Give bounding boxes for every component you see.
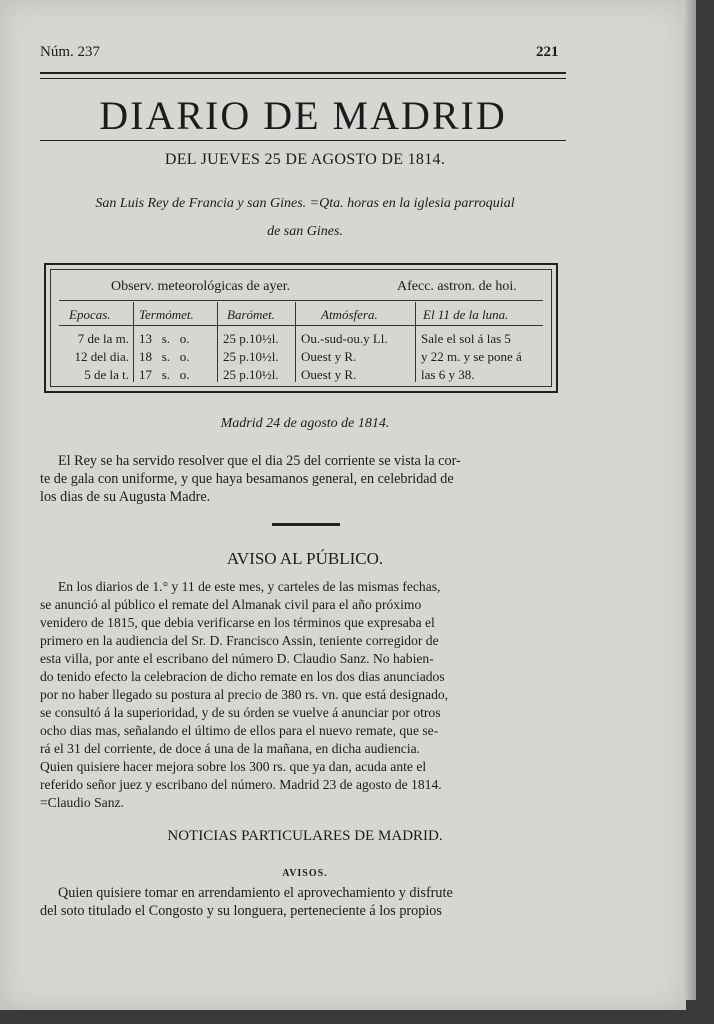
table-cell-barometro: 25 p.10½l. <box>223 349 279 364</box>
table-cell-termometro: 17 s. o. <box>139 367 190 382</box>
text-line: ocho dias mas, señalando el último de ellos para el nuevo remate, que se- <box>40 723 439 738</box>
text-line: los dias de su Augusta Madre. <box>40 489 211 505</box>
top-rule-thin <box>40 78 566 79</box>
article-royal-decree <box>40 452 568 506</box>
weather-table-inner <box>50 269 552 387</box>
weather-table <box>44 263 558 393</box>
text-line: do tenido efecto la celebracion de dicho remate en los dos dias anunciados <box>40 669 445 684</box>
column-divider <box>133 302 134 382</box>
table-cell-epoca: 12 del dia. <box>74 349 129 364</box>
weather-title: Observ. meteorológicas de ayer. <box>111 279 291 294</box>
text-line: =Claudio Sanz. <box>40 795 124 810</box>
column-divider <box>415 302 416 382</box>
text-line: Quien quisiere tomar en arrendamiento el aprovechamiento y disfrute <box>58 885 453 901</box>
column-divider <box>295 302 296 382</box>
table-cell-barometro: 25 p.10½l. <box>223 367 279 382</box>
col-header-barometro: Barómet. <box>227 307 276 322</box>
text-line: En los diarios de 1.° y 11 de este mes, y carteles de las mismas fechas, <box>58 579 441 594</box>
issue-number: Núm. 237 <box>40 44 100 60</box>
avisos-subtitle: AVISOS. <box>282 868 328 879</box>
col-header-epocas: Epocas. <box>69 307 111 322</box>
text-line: El Rey se ha servido resolver que el dia 25 del corriente se vista la cor- <box>58 453 461 469</box>
text-line: te de gala con uniforme, y que haya besamanos general, en celebridad de <box>40 471 454 487</box>
col-header-luna: El 11 de la luna. <box>423 307 509 322</box>
text-line: por no haber llegado su postura al precio de 380 rs. vn. que está designado, <box>40 687 449 702</box>
astro-line: las 6 y 38. <box>421 367 475 382</box>
noticias-body <box>40 884 568 920</box>
article-dateline: Madrid 24 de agosto de 1814. <box>220 416 390 431</box>
text-line: esta villa, por ante el escribano del número D. Claudio Sanz. No habien- <box>40 651 434 666</box>
text-line: primero en la audiencia del Sr. D. Francisco Assin, teniente corregidor de <box>40 633 439 648</box>
top-rule <box>40 72 566 74</box>
column-divider <box>217 302 218 382</box>
table-cell-atmosfera: Ou.-sud-ou.y Ll. <box>301 331 388 346</box>
table-rule <box>59 325 543 326</box>
aviso-title: AVISO AL PÚBLICO. <box>226 549 384 568</box>
astro-title: Afecc. astron. de hoi. <box>397 279 517 294</box>
table-rule <box>59 300 543 301</box>
table-cell-barometro: 25 p.10½l. <box>223 331 279 346</box>
text-line: se consultó á la superioridad, y de su órden se vuelve á anunciar por otros <box>40 705 441 720</box>
table-cell-atmosfera: Ouest y R. <box>301 367 357 382</box>
masthead-title: DIARIO DE MADRID <box>99 93 507 138</box>
section-divider <box>272 523 340 526</box>
col-header-termometro: Termómet. <box>139 307 194 322</box>
saints-of-day <box>40 190 570 246</box>
table-cell-termometro: 18 s. o. <box>139 349 190 364</box>
text-line: venidero de 1815, que debia verificarse en los términos que expresaba el <box>40 615 435 630</box>
aviso-body <box>40 578 568 812</box>
text-line: del soto titulado el Congosto y su longuera, perteneciente á los propios <box>40 903 442 919</box>
table-cell-epoca: 7 de la m. <box>77 331 129 346</box>
table-cell-atmosfera: Ouest y R. <box>301 349 357 364</box>
page-number: 221 <box>536 44 559 60</box>
col-header-atmosfera: Atmósfera. <box>321 307 378 322</box>
masthead-underline <box>40 140 566 141</box>
text-line: Quien quisiere hacer mejora sobre los 300 rs. que ya dan, acuda ante el <box>40 759 427 774</box>
astro-line: Sale el sol á las 5 <box>421 331 511 346</box>
saints-line-2: de san Gines. <box>267 224 343 239</box>
noticias-title: NOTICIAS PARTICULARES DE MADRID. <box>167 828 443 844</box>
issue-date: DEL JUEVES 25 DE AGOSTO DE 1814. <box>164 151 446 168</box>
text-line: referido señor juez y escribano del número. Madrid 23 de agosto de 1814. <box>40 777 442 792</box>
astro-line: y 22 m. y se pone á <box>421 349 522 364</box>
saints-line-1: San Luis Rey de Francia y san Gines. =Qta. horas en la iglesia parroquial <box>95 196 515 211</box>
text-line: se anunció al público el remate del Almanak civil para el año próximo <box>40 597 422 612</box>
table-cell-termometro: 13 s. o. <box>139 331 190 346</box>
table-cell-epoca: 5 de la t. <box>84 367 129 382</box>
page-edge <box>682 0 696 1000</box>
text-line: rá el 31 del corriente, de doce á una de la mañana, en dicha audiencia. <box>40 741 421 756</box>
